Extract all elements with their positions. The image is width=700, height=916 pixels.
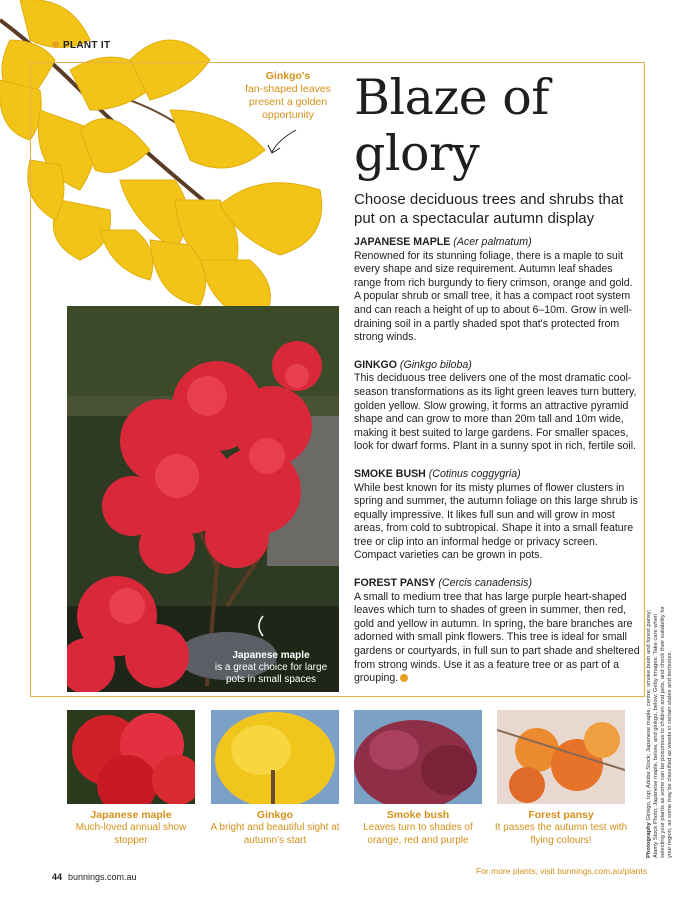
plant-latin: (Ginkgo biloba) xyxy=(399,358,472,371)
thumbnail-text: A bright and beautiful sight at autumn's start xyxy=(210,822,340,846)
page-subtitle: Choose deciduous trees and shrubs that put on a spectacular autumn display xyxy=(354,191,624,227)
plant-entry-japanese-maple xyxy=(354,236,640,345)
plant-name: FOREST PANSY xyxy=(354,577,436,590)
thumbnail-title: Smoke bush xyxy=(386,809,450,821)
title-line-1: Blaze of xyxy=(354,69,549,126)
ginkgo-caption-text: fan-shaped leaves present a golden opportunity xyxy=(245,83,331,121)
thumbnail-text: Leaves turn to shades of orange, red and purple xyxy=(363,822,473,846)
thumbnail-smoke-bush xyxy=(354,710,482,804)
page-number: 44 xyxy=(52,872,63,882)
end-mark-icon xyxy=(400,674,408,682)
plant-entry-ginkgo xyxy=(354,359,640,454)
photo-caption-text: is a great choice for large pots in small spaces xyxy=(214,662,328,685)
thumbnail-title: Japanese maple xyxy=(90,809,172,821)
thumbnail-ginkgo xyxy=(211,710,339,804)
plant-latin: (Acer palmatum) xyxy=(453,236,532,248)
thumbnail-japanese-maple xyxy=(67,710,195,804)
ginkgo-caption xyxy=(236,70,340,122)
plant-latin: (Cotinus coggygria) xyxy=(428,467,521,480)
plant-name: JAPANESE MAPLE xyxy=(354,236,451,248)
article-body xyxy=(354,236,640,700)
title-line-2: glory xyxy=(354,125,480,182)
footer-more-link[interactable]: For more plants, visit bunnings.com.au/plants xyxy=(476,866,648,876)
credits-text: Ginkgo, top; Adobe Stock; Japanese maple, centre; smoke bush and forest pansy; Alamy Stock Photo; Japanese maple, below, and ginkgo, below; Getty Images. Take care when selecting your plants as some can be poisonous to children and pets, and check their suitability for your region, as some may be classified as weeds in certain states and territories. xyxy=(646,606,673,858)
plant-text: A small to medium tree that has large purple heart-shaped leaves which turn to shades of green in summer, then red, gold and yellow in autumn. In spring, the bare branches are adorned with small pink flowers. This tree is ideal for small gardens or courtyards, in full sun to part shade and sheltered from strong winds. Use it as a feature tree or as part of a grouping. xyxy=(354,590,640,685)
plant-text: This deciduous tree delivers one of the most dramatic cool-season transformations as its light green leaves turn buttery, golden yellow. Slow growing, it forms an attractive pyramid shape and can grow to more than 20m tall and 10m wide, making it best suited to large gardens. For smaller spaces, look for dwarf forms. Plant in a sunny spot in rich, fertile soil. xyxy=(354,372,637,453)
photo-caption xyxy=(208,650,334,686)
thumbnail-title: Ginkgo xyxy=(256,809,294,821)
thumbnail-title: Forest pansy xyxy=(528,809,594,821)
thumbnail-text: Much-loved annual show stopper xyxy=(75,822,187,846)
plant-text: Renowned for its stunning foliage, there is a maple to suit every shape and size requirement. Autumn leaf shades range from rich burgundy to fiery crimson, orange and gold. A popular shrub or small tree, it has a compact root system and can reach a height of up to about 6–10m. Grow in well-draining soil in a partly shaded spot that's protected from strong winds. xyxy=(354,249,633,344)
thumbnail-forest-pansy xyxy=(497,710,625,804)
ginkgo-caption-title: Ginkgo's xyxy=(265,70,311,82)
thumbnail-text: It passes the autumn test with flying colours! xyxy=(494,822,628,846)
credits-label: Photography xyxy=(646,822,652,858)
plant-entry-smoke-bush xyxy=(354,468,640,563)
photo-credits xyxy=(646,596,674,858)
photo-caption-title: Japanese maple xyxy=(232,650,310,661)
footer-site[interactable]: bunnings.com.au xyxy=(68,872,137,882)
japanese-maple-photo xyxy=(67,306,339,692)
plant-entry-forest-pansy xyxy=(354,577,640,686)
plant-name: GINKGO xyxy=(354,358,397,371)
page-title xyxy=(354,70,549,182)
page-footer xyxy=(52,872,137,882)
plant-text: While best known for its misty plumes of flower clusters in spring and summer, the autumn foliage on this large shrub is equally impressive. It likes full sun and will grow in most areas, from cold to subtropical. Shape it into a small feature tree or clip into an informal hedge or privacy screen. Compact varieties can be grown in pots. xyxy=(354,481,638,562)
plant-latin: (Cercis canadensis) xyxy=(438,577,533,590)
section-label: PLANT IT xyxy=(52,40,110,51)
plant-name: SMOKE BUSH xyxy=(354,467,426,480)
